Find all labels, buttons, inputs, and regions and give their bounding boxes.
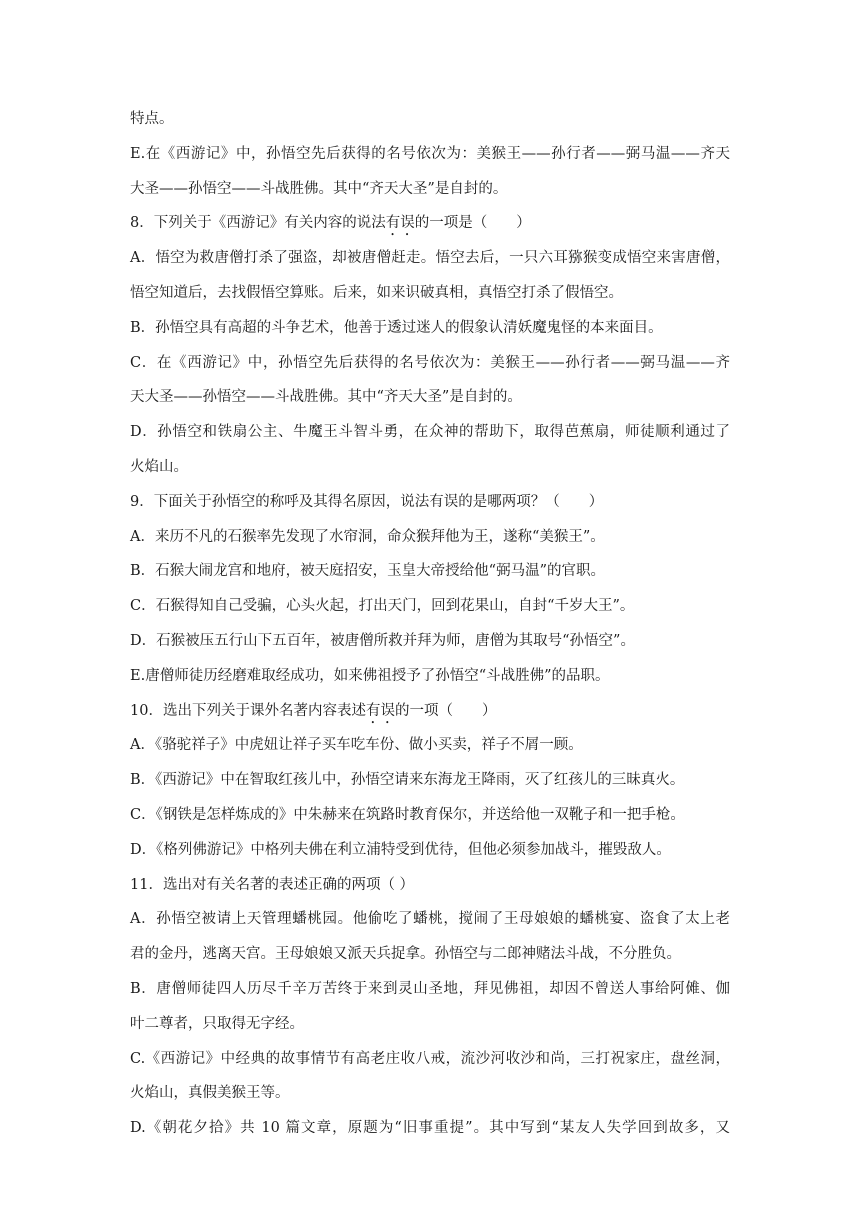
text-line: C．石猴得知自己受骗，心头火起，打出天门，回到花果山，自封“千岁大王”。 xyxy=(130,598,635,615)
text-line: A．《骆驼祥子》中虎妞让祥子买车吃车份、做小买卖，祥子不屑一顾。 xyxy=(130,737,583,754)
text-line: B．唐僧师徒四人历尽千辛万苦终于来到灵山圣地，拜见佛祖，却因不曾送人事给阿傩、伽 xyxy=(130,980,730,997)
text-line: A．来历不凡的石猴率先发现了水帘洞，命众猴拜他为王，遂称“美猴王”。 xyxy=(130,528,605,545)
text-line: 火焰山。 xyxy=(130,458,188,475)
text-line: A．悟空为救唐僧打杀了强盗，却被唐僧赶走。悟空去后，一只六耳猕猴变成悟空来害唐僧， xyxy=(130,250,730,267)
text-line: B．《西游记》中在智取红孩儿中，孙悟空请来东海龙王降雨，灭了红孩儿的三昧真火。 xyxy=(130,772,685,789)
question-11-title: 11．选出对有关名著的表述正确的两项（ ） xyxy=(130,876,415,893)
question-9-title: 9．下面关于孙悟空的称呼及其得名原因，说法有误的是哪两项？（ ） xyxy=(130,493,604,510)
text-line: D．孙悟空和铁扇公主、牛魔王斗智斗勇，在众神的帮助下，取得芭蕉扇，师徒顺利通过了 xyxy=(130,424,730,441)
text-line: 悟空知道后，去找假悟空算账。后来，如来识破真相，真悟空打杀了假悟空。 xyxy=(130,284,623,301)
text-line: 天大圣——孙悟空——斗战胜佛。其中“齐天大圣”是自封的。 xyxy=(130,389,522,406)
text-line: E.唐僧师徒历经磨难取经成功，如来佛祖授予了孙悟空“斗战胜佛”的品职。 xyxy=(130,667,610,684)
emphasis-mark: 有误 xyxy=(365,702,395,719)
document-page xyxy=(130,102,730,1146)
question-10-title: 10．选出下列关于课外名著内容表述有误的一项（ ） xyxy=(130,702,497,719)
text-line: E.在《西游记》中，孙悟空先后获得的名号依次为：美猴王——孙行者——弼马温——齐天 xyxy=(130,145,730,162)
text-line: C.《西游记》中经典的故事情节有高老庄收八戒，流沙河收沙和尚，三打祝家庄，盘丝洞， xyxy=(130,1050,730,1067)
text-line: 大圣——孙悟空——斗战胜佛。其中“齐天大圣”是自封的。 xyxy=(130,180,508,197)
text-line: 君的金丹，逃离天宫。王母娘娘又派天兵捉拿。孙悟空与二郎神赌法斗战，不分胜负。 xyxy=(130,946,681,963)
text-line: B．孙悟空具有高超的斗争艺术，他善于透过迷人的假象认清妖魔鬼怪的本来面目。 xyxy=(130,319,663,336)
text-line: D．石猴被压五行山下五百年，被唐僧所救并拜为师，唐僧为其取号“孙悟空”。 xyxy=(130,632,635,649)
emphasis-mark: 有误 xyxy=(385,215,415,232)
text-line: C．《钢铁是怎样炼成的》中朱赫来在筑路时教育保尔，并送给他一双靴子和一把手枪。 xyxy=(130,806,685,823)
text-line: A．孙悟空被请上天管理蟠桃园。他偷吃了蟠桃，搅闹了王母娘娘的蟠桃宴、盗食了太上老 xyxy=(130,911,730,928)
text-line: 特点。 xyxy=(130,111,174,127)
text-line: 火焰山，真假美猴王等。 xyxy=(130,1085,290,1102)
text-line: B．石猴大闹龙宫和地府，被天庭招安，玉皇大帝授给他“弼马温”的官职。 xyxy=(130,563,605,580)
text-line: C．在《西游记》中，孙悟空先后获得的名号依次为：美猴王——孙行者——弼马温——齐 xyxy=(130,354,730,371)
question-8-title: 8．下列关于《西游记》有关内容的说法有误的一项是（ ） xyxy=(130,215,531,232)
text-line: D.《朝花夕拾》共 10 篇文章，原题为“旧事重提”。其中写到“某友人失学回到故多，又 xyxy=(130,1120,730,1137)
text-line: 叶二尊者，只取得无字经。 xyxy=(130,1015,304,1032)
text-line: D．《格列佛游记》中格列夫佛在利立浦特受到优待，但他必须参加战斗，摧毁敌人。 xyxy=(130,841,671,858)
